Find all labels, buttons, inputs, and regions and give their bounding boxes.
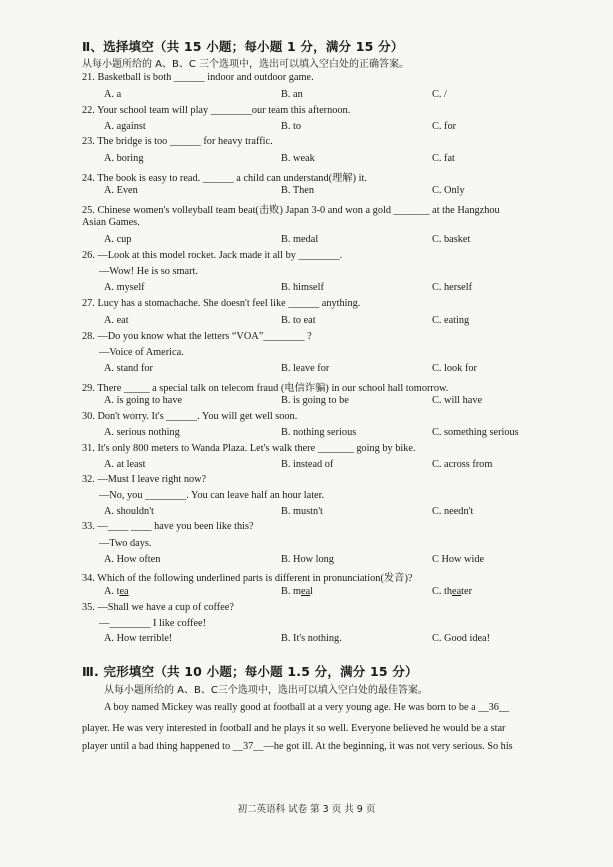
- question-stem: Don't worry. It's ______. You will get well soon.: [97, 411, 298, 422]
- question-number: 26.: [82, 250, 95, 261]
- question-26: [82, 250, 342, 261]
- option-a: A. boring: [104, 153, 144, 164]
- passage-line-2: player. He was very interested in football and he plays it so well. Everyone believed he would be a star: [82, 723, 506, 734]
- option-b: B. is going to be: [281, 395, 349, 406]
- question-stem: Which of the following underlined parts is different in pronunciation(发音)?: [97, 573, 413, 584]
- question-number: 28.: [82, 331, 95, 342]
- option-b: B. to: [281, 121, 302, 132]
- question-stem: The book is easy to read. ______ a child can understand(理解) it.: [97, 173, 367, 184]
- option-b: B. mustn't: [281, 506, 323, 517]
- question-line-2: —Wow! He is so smart.: [99, 266, 198, 277]
- question-34: [82, 569, 412, 584]
- question-number: 30.: [82, 411, 95, 422]
- question-number: 31.: [82, 443, 95, 454]
- section-2-instruction: 从每小题所给的 A、B、C 三个选项中，选出可以填入空白处的正确答案。: [82, 59, 410, 70]
- option-b: B. himself: [281, 282, 324, 293]
- option-c: C How wide: [432, 554, 485, 565]
- question-number: 35.: [82, 602, 95, 613]
- question-stem: The bridge is too ______ for heavy traffic.: [97, 136, 273, 147]
- question-number: 29.: [82, 383, 95, 394]
- question-30: [82, 411, 297, 422]
- option-c: C. needn't: [432, 506, 474, 517]
- question-number: 32.: [82, 474, 95, 485]
- option-b: B. How long: [281, 554, 334, 565]
- section-2-title: Ⅱ、选择填空（共 15 小题；每小题 1 分，满分 15 分）: [82, 39, 404, 54]
- option-a: A. Even: [104, 185, 138, 196]
- question-24: [82, 169, 367, 184]
- question-23: [82, 136, 273, 147]
- question-25: [82, 201, 500, 216]
- option-b: B. medal: [281, 234, 319, 245]
- question-stem: Your school team will play ________our team this afternoon.: [97, 105, 351, 116]
- page-footer: 初二英语科 试卷 第 3 页 共 9 页: [237, 804, 376, 815]
- option-b: B. weak: [281, 153, 315, 164]
- question-line-2: —Two days.: [99, 538, 152, 549]
- option-c: C. fat: [432, 153, 455, 164]
- option-a: A. serious nothing: [104, 427, 180, 438]
- option-c: C. theater: [432, 586, 473, 597]
- question-stem: —Do you know what the letters “VOA”________ ?: [97, 331, 312, 342]
- passage-line-3: player until a bad thing happened to __37__—he got ill. At the beginning, it was not very serious. So his: [82, 741, 513, 752]
- option-b: B. to eat: [281, 315, 316, 326]
- option-a: A. stand for: [104, 363, 153, 374]
- option-a: A. against: [104, 121, 146, 132]
- question-35: [82, 602, 234, 613]
- option-a: A. How often: [104, 554, 161, 565]
- question-21: [82, 72, 314, 83]
- option-a: A. at least: [104, 459, 146, 470]
- question-stem: Lucy has a stomachache. She doesn't feel like ______ anything.: [97, 298, 361, 309]
- question-line-2: —________ I like coffee!: [99, 618, 207, 629]
- question-number: 27.: [82, 298, 95, 309]
- question-stem: —Look at this model rocket. Jack made it all by ________.: [97, 250, 343, 261]
- section-3-instruction: 从每小题所给的 A、B、C三个选项中，选出可以填入空白处的最佳答案。: [104, 685, 428, 696]
- option-a: A. shouldn't: [104, 506, 154, 517]
- option-a: A. tea: [104, 586, 129, 597]
- question-stem: —____ ____ have you been like this?: [97, 521, 254, 532]
- option-c: C. Only: [432, 185, 465, 196]
- question-stem: Basketball is both ______ indoor and outdoor game.: [97, 72, 314, 83]
- question-number: 22.: [82, 105, 95, 116]
- question-33: [82, 521, 254, 532]
- question-27: [82, 298, 360, 309]
- option-c: C. /: [432, 89, 447, 100]
- question-29: [82, 379, 448, 394]
- option-c: C. eating: [432, 315, 470, 326]
- option-c: C. across from: [432, 459, 493, 470]
- question-stem: Chinese women's volleyball team beat(击败) Japan 3-0 and won a gold _______ at the Hangzhou: [97, 205, 500, 216]
- option-b: B. meal: [281, 586, 314, 597]
- option-c: C. look for: [432, 363, 477, 374]
- option-b: B. an: [281, 89, 303, 100]
- option-c: C. something serious: [432, 427, 519, 438]
- option-c: C. basket: [432, 234, 471, 245]
- question-number: 23.: [82, 136, 95, 147]
- option-a: A. cup: [104, 234, 132, 245]
- question-line-2: Asian Games.: [82, 217, 140, 228]
- question-22: [82, 105, 350, 116]
- passage-line-1: A boy named Mickey was really good at football at a very young age. He was born to be a __36__: [104, 702, 510, 713]
- question-stem: —Shall we have a cup of coffee?: [97, 602, 234, 613]
- question-line-2: —Voice of America.: [99, 347, 184, 358]
- question-stem: —Must I leave right now?: [97, 474, 207, 485]
- question-stem: It's only 800 meters to Wanda Plaza. Let's walk there _______ going by bike.: [97, 443, 416, 454]
- question-32: [82, 474, 206, 485]
- option-a: A. eat: [104, 315, 129, 326]
- question-stem: There _____ a special talk on telecom fraud (电信诈骗) in our school hall tomorrow.: [97, 383, 449, 394]
- question-number: 33.: [82, 521, 95, 532]
- question-line-2: —No, you ________. You can leave half an hour later.: [99, 490, 325, 501]
- option-a: A. myself: [104, 282, 145, 293]
- section-3-title: Ⅲ. 完形填空（共 10 小题；每小题 1.5 分，满分 15 分）: [82, 664, 418, 679]
- option-b: B. It's nothing.: [281, 633, 342, 644]
- option-c: C. for: [432, 121, 457, 132]
- option-c: C. will have: [432, 395, 483, 406]
- option-b: B. leave for: [281, 363, 330, 374]
- option-c: C. Good idea!: [432, 633, 491, 644]
- question-31: [82, 443, 416, 454]
- option-b: B. instead of: [281, 459, 334, 470]
- option-c: C. herself: [432, 282, 473, 293]
- option-b: B. Then: [281, 185, 314, 196]
- question-number: 25.: [82, 205, 95, 216]
- question-28: [82, 331, 312, 342]
- question-number: 34.: [82, 573, 95, 584]
- question-number: 24.: [82, 173, 95, 184]
- question-number: 21.: [82, 72, 95, 83]
- option-a: A. a: [104, 89, 122, 100]
- option-a: A. How terrible!: [104, 633, 173, 644]
- option-a: A. is going to have: [104, 395, 183, 406]
- option-b: B. nothing serious: [281, 427, 357, 438]
